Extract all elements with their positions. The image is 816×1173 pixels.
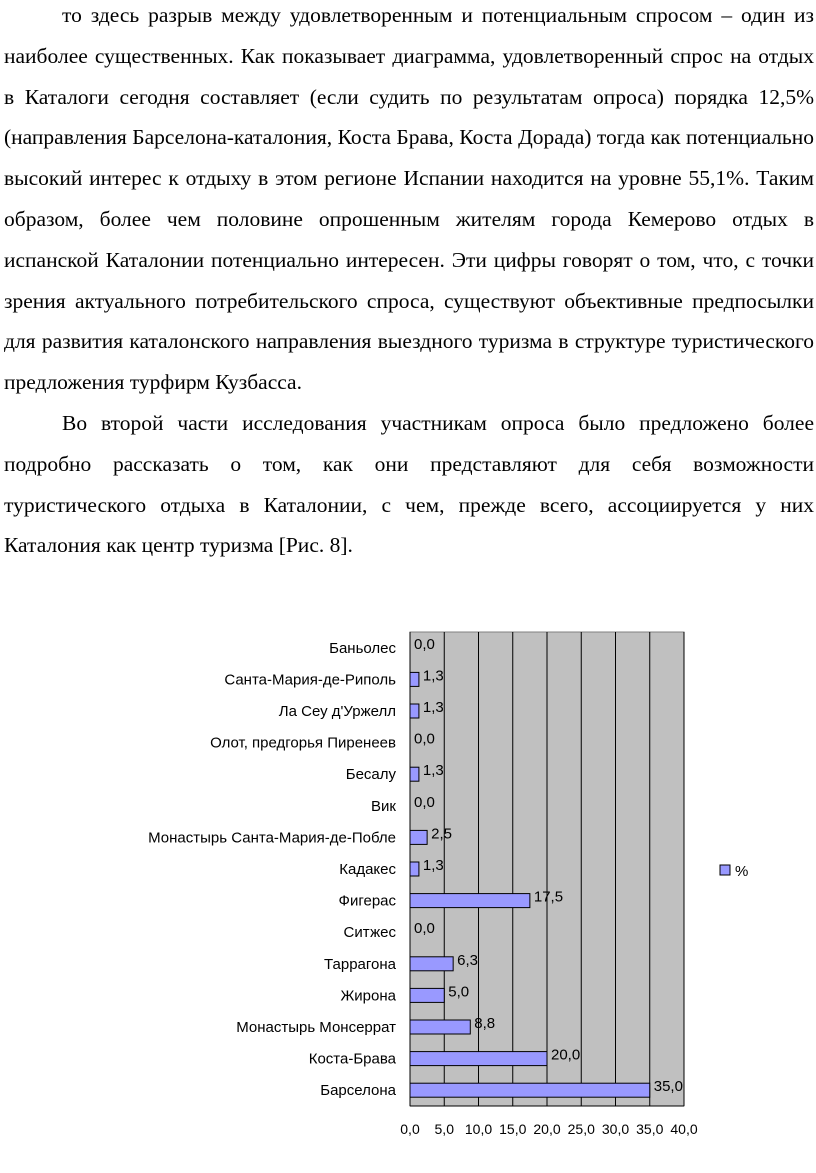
bar bbox=[410, 862, 419, 876]
value-label: 20,0 bbox=[551, 1046, 581, 1064]
value-label: 17,5 bbox=[533, 888, 564, 906]
value-label: 0,0 bbox=[414, 793, 435, 811]
category-label: Барселона bbox=[320, 1082, 396, 1100]
x-tick-label: 30,0 bbox=[601, 1121, 630, 1137]
category-label: Коста-Брава bbox=[308, 1050, 396, 1068]
value-label: 1,3 bbox=[422, 762, 444, 780]
category-label: Олот, предгорья Пиренеев bbox=[210, 734, 396, 752]
x-tick-label: 25,0 bbox=[567, 1121, 595, 1137]
bar bbox=[410, 830, 427, 844]
x-tick-label: 40,0 bbox=[670, 1121, 698, 1137]
value-label: 8,8 bbox=[474, 1015, 496, 1032]
paragraph-2: Во второй части исследования участникам опроса было предложено более подробно рассказать о том, как они представляют для себя возможности туристического отдыха в Каталонии, с чем, прежде всего, ассоциируется у них Каталония как центр туризма [Рис. 8]. bbox=[4, 410, 814, 558]
category-label: Монастырь Монсеррат bbox=[236, 1019, 396, 1036]
value-label: 0,0 bbox=[414, 920, 435, 938]
x-tick-label: 20,0 bbox=[533, 1121, 561, 1137]
bar-chart bbox=[0, 610, 816, 1173]
category-label: Жирона bbox=[340, 987, 396, 1005]
legend bbox=[720, 863, 748, 880]
x-tick-label: 5,0 bbox=[434, 1121, 454, 1137]
chart-svg bbox=[0, 610, 816, 1173]
value-label: 2,5 bbox=[431, 825, 452, 843]
value-label: 1,3 bbox=[422, 667, 444, 685]
bar bbox=[410, 672, 419, 686]
bar bbox=[410, 957, 453, 971]
body-text bbox=[4, 0, 814, 566]
category-label: Ситжес bbox=[343, 924, 396, 942]
category-label: Фигерас bbox=[338, 892, 396, 910]
bar bbox=[410, 894, 530, 908]
category-label: Вик bbox=[371, 797, 396, 815]
value-label: 6,3 bbox=[457, 951, 479, 969]
bar bbox=[410, 767, 419, 781]
paragraph-1: то здесь разрыв между удовлетворенным и потенциальным спросом – один из наиболее существенных. Как показывает диаграмма, удовлетворенный спрос на отдых в Каталоги сегодня составляет (если судить по результатам опроса) порядка 12,5%(направления Барселона-каталония, Коста Брава, Коста Дорада) тогда как потенциально высокий интерес к отдыху в этом регионе Испании находится на уровне 55,1%. Таким образом, более чем половине опрошенным жителям города Кемерово отдых в испанской Каталонии потенциально интересен. Эти цифры говорят о том, что, с точки зрения актуального потребительского спроса, существуют объективные предпосылки для развития каталонского направления выездного туризма в структуре туристического предложения турфирм Кузбасса. bbox=[4, 3, 814, 395]
x-tick-label: 10,0 bbox=[464, 1121, 493, 1137]
category-label: Баньолес bbox=[329, 639, 396, 657]
category-label: Таррагона bbox=[324, 955, 396, 973]
value-label: 1,3 bbox=[422, 699, 444, 716]
bar bbox=[410, 1052, 547, 1066]
category-label: Кадакес bbox=[339, 861, 396, 878]
bar bbox=[410, 1020, 470, 1034]
value-label: 1,3 bbox=[422, 857, 444, 874]
category-label: Монастырь Санта-Мария-де-Побле bbox=[148, 829, 396, 847]
value-label: 35,0 bbox=[653, 1078, 683, 1096]
value-label: 0,0 bbox=[414, 635, 435, 653]
category-labels bbox=[148, 640, 397, 1099]
category-label: Санта-Мария-де-Риполь bbox=[224, 671, 396, 689]
x-tick-label: 0,0 bbox=[400, 1121, 420, 1137]
category-label: Ла Сеу д'Уржелл bbox=[278, 703, 396, 720]
bar bbox=[410, 1083, 650, 1097]
x-tick-label: 35,0 bbox=[636, 1121, 664, 1137]
bar bbox=[410, 988, 444, 1002]
legend-label: % bbox=[735, 863, 749, 880]
value-label: 0,0 bbox=[414, 730, 435, 748]
x-tick-label: 15,0 bbox=[499, 1121, 527, 1137]
value-label: 5,0 bbox=[448, 983, 470, 1001]
x-tick-labels bbox=[400, 1121, 698, 1137]
category-label: Бесалу bbox=[345, 766, 396, 784]
legend-swatch bbox=[720, 865, 730, 875]
bar bbox=[410, 704, 419, 718]
